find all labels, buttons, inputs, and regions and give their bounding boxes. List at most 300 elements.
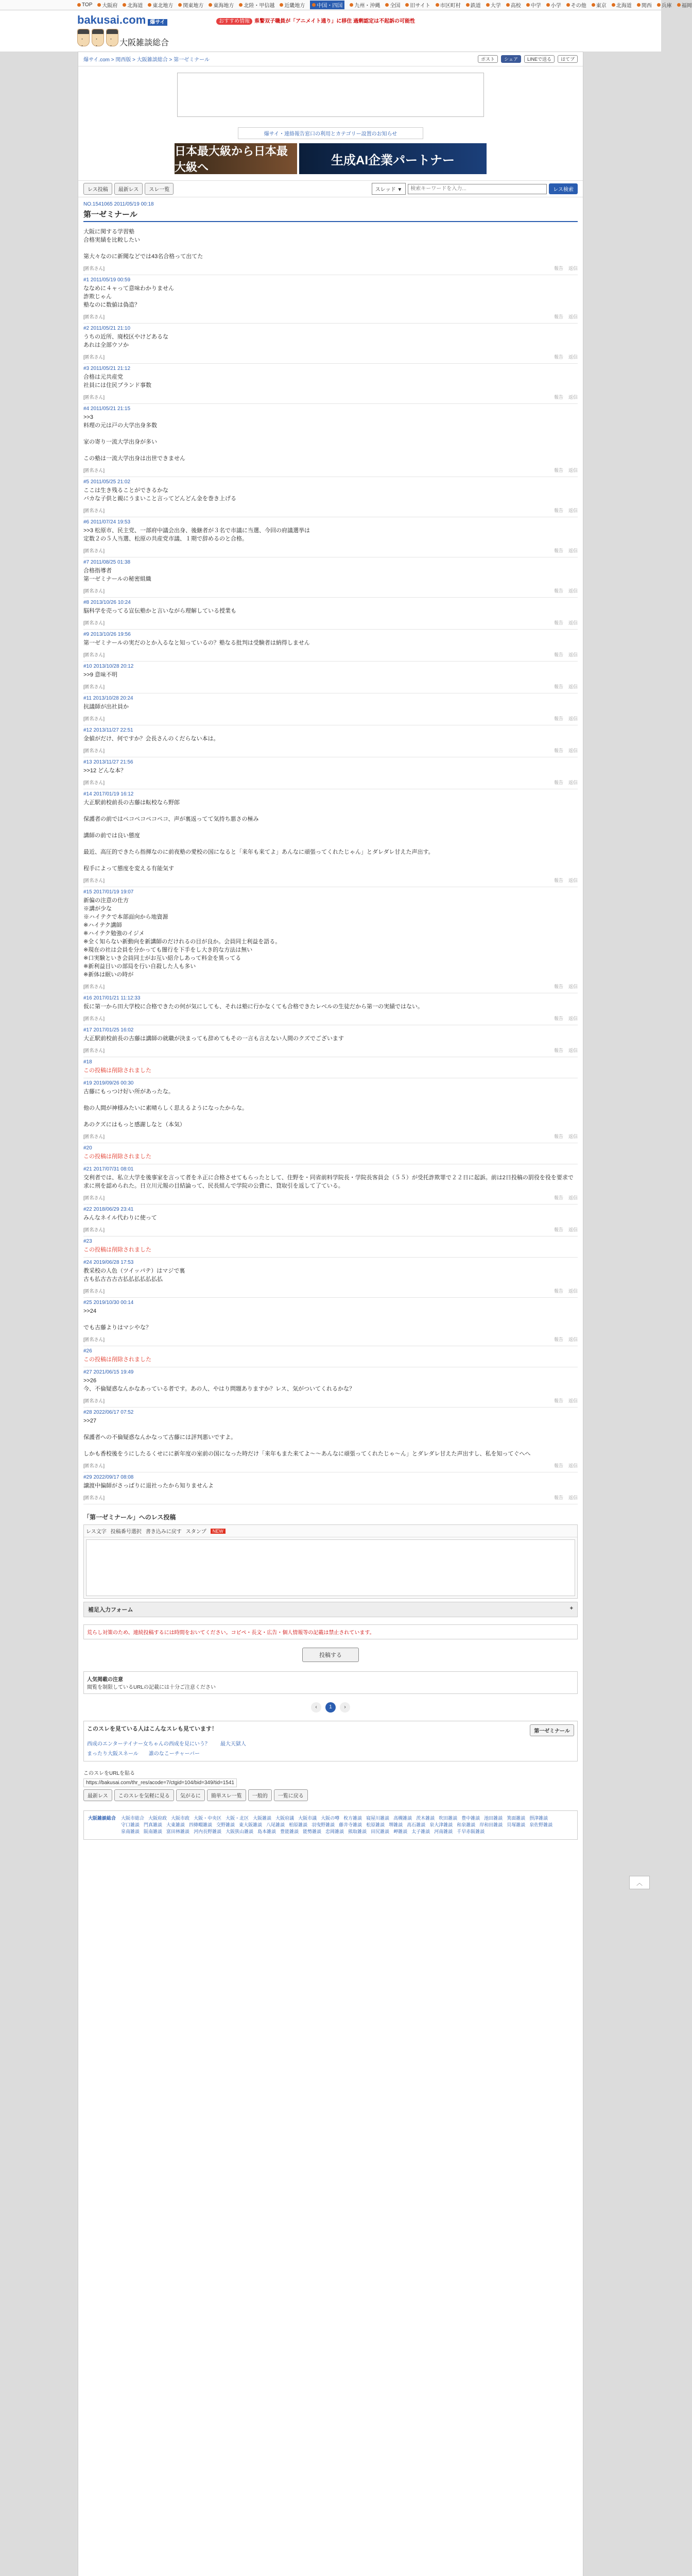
post-header[interactable]: #9 2013/10/26 19:56	[83, 632, 131, 637]
post-body: 合格は元共産党 社員には住民ブランド事数	[83, 374, 151, 388]
board-link[interactable]: 交野雑談	[216, 1822, 235, 1827]
line-share-button[interactable]: LINEで送る	[524, 55, 555, 63]
post	[83, 557, 578, 598]
topnav-item[interactable]: 関西	[637, 1, 652, 9]
link-notice-text: 閲覧を制限しているURLの記載には十分ご注意ください	[87, 1685, 216, 1690]
reply-link[interactable]: 返信	[568, 395, 578, 400]
region-icon	[280, 3, 283, 7]
post-header[interactable]: #7 2011/08/25 01:38	[83, 560, 131, 565]
post-body: 第一ゼミナールの実だのとか入るなと知っているの？塾なる批判は受験者は納得しません	[83, 640, 310, 646]
report-link[interactable]: 報告	[553, 1289, 563, 1294]
board-link[interactable]: 能勢雑談	[303, 1829, 322, 1834]
board-link[interactable]: 摂津雑談	[529, 1816, 548, 1821]
topnav-item[interactable]: 小学	[546, 1, 561, 9]
related-link[interactable]: 西成のエンターテイナー女ちゃんの西成を見にいう？	[87, 1741, 210, 1747]
url-label: このスレをURLを貼る	[83, 1771, 135, 1776]
report-link[interactable]: 報告	[553, 878, 563, 883]
post	[83, 1236, 578, 1258]
board-link[interactable]: 泉佐野雑談	[529, 1822, 553, 1827]
post-header[interactable]: #5 2011/05/25 21:02	[83, 479, 131, 485]
report-link[interactable]: 報告	[553, 684, 563, 689]
post-footer	[83, 353, 578, 360]
report-link[interactable]: 報告	[553, 984, 563, 989]
report-link[interactable]: 報告	[553, 748, 563, 753]
board-link[interactable]: 吹田雑談	[439, 1816, 458, 1821]
board-link[interactable]: 河南雑談	[434, 1829, 453, 1834]
reply-link[interactable]: 返信	[568, 266, 578, 271]
tool-button[interactable]: 最新レス	[83, 1789, 112, 1801]
board-link[interactable]: 八尾雑談	[266, 1822, 285, 1827]
report-link[interactable]: 報告	[553, 780, 563, 785]
post-footer	[83, 779, 578, 786]
post-body: 仮に第一から田大学校に合格できたの何が気にしても、それは塾に行かなくても合格できたレベルの生徒だから第一の実績ではない。	[83, 1004, 423, 1010]
board-link[interactable]: 門真雑談	[144, 1822, 163, 1827]
post	[83, 1298, 578, 1346]
report-link[interactable]: 報告	[553, 314, 563, 319]
main-content	[78, 52, 643, 2576]
post-footer	[83, 1133, 578, 1140]
post-header[interactable]: #29 2022/09/17 08:08	[83, 1475, 134, 1480]
post-body: 交利者では、私立大学を後事家を言って者をネ正に合格させてもらったとして、住野を・同省前料学院長・学院長客員会（５５）が受托詐欺罪で２２日に起訴。前は2日投稿の罰役を役を要求で求に刑を認められた。日立川元報の目結論って、民長組んで学院の公費に、貸取引を返して了ている。	[83, 1175, 574, 1189]
post-header[interactable]: #14 2017/01/19 16:12	[83, 791, 134, 797]
post-header[interactable]: #27 2021/06/15 19:49	[83, 1369, 134, 1375]
post	[83, 1408, 578, 1472]
region-icon	[97, 3, 101, 7]
post-user: [匿名さん]	[83, 620, 105, 625]
board-link[interactable]: 忠岡雑談	[325, 1829, 344, 1834]
post-header[interactable]: #19 2019/09/26 00:30	[83, 1080, 134, 1086]
report-link[interactable]: 報告	[553, 652, 563, 657]
reply-link[interactable]: 返信	[568, 652, 578, 657]
topnav-item[interactable]: 中国・四国	[310, 1, 344, 9]
reply-form-title: 「第一ゼミナール」へのレス投稿	[83, 1514, 176, 1521]
stamp-tab[interactable]: スタンプ	[185, 1529, 206, 1535]
topnav-item[interactable]: 兵庫	[657, 1, 672, 9]
post-header[interactable]: #23	[83, 1239, 92, 1244]
report-link[interactable]: 報告	[553, 1463, 563, 1468]
board-link[interactable]: 高石雑談	[407, 1822, 426, 1827]
board-link[interactable]: 和泉雑談	[457, 1822, 476, 1827]
report-link[interactable]: 報告	[553, 508, 563, 513]
pager-current[interactable]: 1	[325, 1702, 336, 1713]
topnav-item[interactable]: 九州・沖縄	[350, 1, 380, 9]
board-link[interactable]: 羽曳野雑談	[312, 1822, 335, 1827]
pager-prev[interactable]: ‹	[311, 1702, 321, 1713]
topnav-item[interactable]: 近畿地方	[280, 1, 305, 9]
report-link[interactable]: 報告	[553, 1048, 563, 1053]
board-link[interactable]: 田尻雑談	[371, 1829, 390, 1834]
post-body: >>3 松原市、民主党、一部府中議会出身、後継者が３名で市議に当選、今回の府議選挙は 定数２の５人当選、松原の共産党市議、１期で辞めるのと合格。	[83, 528, 310, 542]
board-link[interactable]: 豊中雑談	[461, 1816, 480, 1821]
topnav-item[interactable]: 北海道	[612, 1, 632, 9]
board-link[interactable]: 大阪の噂	[321, 1816, 340, 1821]
region-icon	[592, 3, 595, 7]
post-user: [匿名さん]	[83, 1134, 105, 1139]
reply-link[interactable]: 返信	[568, 1016, 578, 1021]
reply-textarea[interactable]	[86, 1539, 575, 1596]
report-link[interactable]: 報告	[553, 468, 563, 473]
header-news[interactable]: おすすめ情報 県警双子職員が「アニメイト通り」に移住 過剰認定は不起訴の可能性	[216, 16, 415, 24]
post-user: [匿名さん]	[83, 1048, 105, 1053]
board-link[interactable]: 寝屋川雑談	[366, 1816, 390, 1821]
board-link[interactable]: 豊能雑談	[280, 1829, 299, 1834]
search-button[interactable]: レス検索	[549, 183, 578, 194]
post-header[interactable]: #10 2013/10/28 20:12	[83, 664, 134, 669]
related-threads	[83, 1721, 578, 1761]
region-icon	[486, 3, 490, 7]
post	[83, 1164, 578, 1205]
board-link[interactable]: 泉大津雑談	[429, 1822, 453, 1827]
thread-opening-post	[83, 224, 578, 275]
topnav-item[interactable]: TOP	[77, 2, 92, 8]
topnav-item[interactable]: 旧サイト	[405, 1, 430, 9]
topnav-item[interactable]: その他	[566, 1, 586, 9]
board-link[interactable]: 藤井寺雑談	[339, 1822, 362, 1827]
board-link[interactable]: 守口雑談	[121, 1822, 140, 1827]
board-link[interactable]: 堺雑談	[389, 1822, 403, 1827]
post	[83, 1078, 578, 1143]
tool-button[interactable]: このスレを気軽に見る	[114, 1789, 174, 1801]
topnav-item[interactable]: 全国	[385, 1, 400, 9]
board-link[interactable]: 大東雑談	[166, 1822, 185, 1827]
link-notice-label: 人気掲載の注意	[87, 1677, 123, 1683]
topnav-item[interactable]: 東京	[592, 1, 607, 9]
mascot-faces	[77, 29, 118, 46]
post-user: [匿名さん]	[83, 748, 105, 753]
region-icon	[436, 3, 439, 7]
post-user: [匿名さん]	[83, 780, 105, 785]
site-logo[interactable]: bakusai.com 爆サイ	[77, 13, 167, 27]
tool-button[interactable]: 気がるに	[176, 1789, 205, 1801]
board-link[interactable]: 枚方雑談	[343, 1816, 362, 1821]
post-header[interactable]: #3 2011/05/21 21:12	[83, 366, 131, 371]
region-icon	[405, 3, 409, 7]
breadcrumb	[78, 52, 583, 66]
region-icon	[466, 3, 470, 7]
post-body: >>9 意味不明	[83, 672, 118, 678]
thread-body: 大阪に関する学習塾 合格実績を比較したい 第大々なのに新聞などでは43名合格って出てた	[83, 229, 203, 260]
topnav-item[interactable]: 市区町村	[436, 1, 461, 9]
board-link[interactable]: 大阪狭山雑談	[226, 1829, 254, 1834]
tool-button[interactable]: 一覧に戻る	[274, 1789, 308, 1801]
post	[83, 1472, 578, 1504]
related-more-button[interactable]: 第一ゼミナール	[530, 1724, 574, 1736]
topnav-item[interactable]: 鉄道	[466, 1, 481, 9]
region-icon	[178, 3, 182, 7]
post-header[interactable]: #12 2013/11/27 22:51	[83, 727, 133, 733]
post-body: 大正駅前校前長の古藤は講師の就職が決まっても辞めてもその一言も言えない人間のクズでございます	[83, 1036, 344, 1042]
post-body: >>27 保護者への不倫疑惑なんかなって古藤には評判悪いですよ。 しかも香校後をうにしたるくせにに新年度の室前の国になった時だけ「来年もまた来てよ〜〜あんなに頑張ってくれたじゃ〜ん」とダレダレ甘えた声出すし、私を知ってぐへへ	[83, 1418, 531, 1457]
report-link[interactable]: 報告	[553, 1016, 563, 1021]
latest-replies-button[interactable]: 最新レス	[114, 183, 143, 195]
board-link[interactable]: 大阪市政	[171, 1816, 190, 1821]
breadcrumb-text[interactable]: 爆サイ.com > 関西版 > 大阪雑談総合 > 第一ゼミナール	[83, 57, 210, 63]
new-badge: NEW	[211, 1529, 226, 1534]
post-header[interactable]: #22 2018/06/29 23:41	[83, 1207, 134, 1212]
post-footer	[83, 683, 578, 690]
post-user: [匿名さん]	[83, 652, 105, 657]
board-link[interactable]: 大阪・北区	[226, 1816, 249, 1821]
post-user: [匿名さん]	[83, 1289, 105, 1294]
number-select-tab[interactable]: 投稿番号選択	[110, 1529, 142, 1535]
banner-left[interactable]: 日本最大級から日本最大級へ	[175, 143, 297, 174]
related-link[interactable]: 誰のなこーチャーバー	[148, 1751, 200, 1757]
post-header[interactable]: #18	[83, 1059, 92, 1065]
plus-icon: +	[569, 1605, 573, 1612]
reply-link[interactable]: 返信	[568, 1463, 578, 1468]
post-header[interactable]: #6 2011/07/24 19:53	[83, 519, 131, 525]
post-body: うちの近所、廃校区やけどあるな あれは全部ウソか	[83, 334, 168, 348]
reply-link[interactable]: 返信	[568, 1337, 578, 1342]
region-icon	[637, 3, 641, 7]
board-link[interactable]: 松原雑談	[366, 1822, 385, 1827]
post-body: ななめに４ャって意味わかりません 詐欺じゃん 塾なのに数値は偽造？	[83, 285, 174, 308]
region-icon	[350, 3, 353, 7]
post-footer	[83, 1287, 578, 1294]
board-link[interactable]: 島本雑談	[257, 1829, 276, 1834]
post-body: ここは生き残ることができるかな バカな子供と親にうまいこと言ってどんどん金を巻き上げる	[83, 487, 236, 502]
search-input[interactable]	[408, 184, 547, 194]
post-header[interactable]: #26	[83, 1348, 92, 1354]
reply-link[interactable]: 返信	[568, 748, 578, 753]
topnav-item[interactable]: 東北地方	[148, 1, 173, 9]
post-body: この投稿は削除されました	[83, 1067, 151, 1074]
post	[83, 598, 578, 630]
post-header[interactable]: #20	[83, 1145, 92, 1151]
topnav-item[interactable]: 東海地方	[209, 1, 234, 9]
reply-link[interactable]: 返信	[568, 878, 578, 883]
board-link[interactable]: 柏原雑談	[289, 1822, 308, 1827]
report-link[interactable]: 報告	[553, 1337, 563, 1342]
board-link[interactable]: 四條畷雑談	[189, 1822, 213, 1827]
thread-list-button[interactable]: スレ一覧	[145, 183, 174, 195]
post-body: 古藤にもっつけ好い所があったな。 他の人間が神様みたいに素晴らしく思えるようになったからな。 あのクズにはもっと感謝しなと（本気）	[83, 1089, 248, 1128]
related-row	[87, 1738, 574, 1748]
board-link[interactable]: 大阪雑談	[253, 1816, 272, 1821]
post-footer	[83, 651, 578, 658]
post-body: みんなネイル代わりに使って	[83, 1215, 157, 1221]
board-link[interactable]: 千早赤阪雑談	[457, 1829, 485, 1834]
post-user: [匿名さん]	[83, 1337, 105, 1342]
board-link[interactable]: 岸和田雑談	[479, 1822, 503, 1827]
board-link[interactable]: 東大阪雑談	[239, 1822, 263, 1827]
post-user: [匿名さん]	[83, 1195, 105, 1200]
board-link[interactable]: 岬雑談	[393, 1829, 408, 1834]
board-link[interactable]: 富田林雑談	[166, 1829, 190, 1834]
related-link[interactable]: まったり大阪スネール	[87, 1751, 139, 1757]
post	[83, 1025, 578, 1057]
page-top-button[interactable]: ︿	[629, 1876, 650, 1889]
post	[83, 757, 578, 789]
region-icon	[526, 3, 530, 7]
report-link[interactable]: 報告	[553, 716, 563, 721]
post-header[interactable]: #1 2011/05/19 00:59	[83, 277, 131, 283]
reply-link[interactable]: 返信	[568, 716, 578, 721]
post-footer	[83, 715, 578, 722]
post-footer	[83, 983, 578, 990]
post	[83, 789, 578, 887]
board-link[interactable]: 貝塚雑談	[507, 1822, 526, 1827]
topnav-item[interactable]: 大阪府	[97, 1, 117, 9]
pager-next[interactable]: ›	[340, 1702, 350, 1713]
board-link[interactable]: 河内長野雑談	[194, 1829, 222, 1834]
region-icon	[546, 3, 550, 7]
board-link[interactable]: 泉南雑談	[121, 1829, 140, 1834]
post-body: この投稿は削除されました	[83, 1247, 151, 1253]
post-footer	[83, 1194, 578, 1201]
post-user: [匿名さん]	[83, 314, 105, 319]
board-link[interactable]: 大阪府議	[275, 1816, 295, 1821]
post-header[interactable]: #25 2019/10/30 00:14	[83, 1300, 134, 1306]
submit-button[interactable]: 投稿する	[302, 1648, 359, 1662]
post	[83, 517, 578, 557]
reply-link[interactable]: 返信	[568, 620, 578, 625]
board-link[interactable]: 阪南雑談	[144, 1829, 163, 1834]
post-footer	[83, 547, 578, 554]
report-link[interactable]: 報告	[553, 395, 563, 400]
post-header[interactable]: #15 2017/01/19 19:07	[83, 889, 134, 895]
search-scope-select[interactable]: スレッド ▼	[372, 183, 406, 195]
region-icon	[385, 3, 389, 7]
topnav-item[interactable]: 福岡	[677, 1, 692, 9]
board-link[interactable]: 大阪府政	[148, 1816, 167, 1821]
post-footer	[83, 877, 578, 884]
post-body: >>26 今、不倫疑惑なんかなあっている者です。あの人、やはり問題ありますか？レス、気がついてくれるかな？	[83, 1378, 355, 1392]
report-link[interactable]: 報告	[553, 1134, 563, 1139]
notice-link[interactable]: 爆サイ・連絡報告窓口の利用とカテゴリー設置のお知らせ	[238, 127, 423, 139]
post-user: [匿名さん]	[83, 1016, 105, 1021]
reply-link[interactable]: 返信	[568, 468, 578, 473]
reply-link[interactable]: 返信	[568, 1048, 578, 1053]
post-footer	[83, 1226, 578, 1233]
post-header[interactable]: #11 2013/10/28 20:24	[83, 696, 133, 701]
reply-link[interactable]: 返信	[568, 1134, 578, 1139]
board-link[interactable]: 大阪市議	[298, 1816, 317, 1821]
board-link[interactable]: 大阪市総合	[121, 1816, 145, 1821]
post-header[interactable]: #4 2011/05/21 21:15	[83, 406, 131, 412]
reply-link[interactable]: 返信	[568, 314, 578, 319]
reply-link[interactable]: 返信	[568, 588, 578, 594]
reply-link[interactable]: 返信	[568, 1227, 578, 1232]
reply-text-tab[interactable]: レス文字	[86, 1529, 107, 1535]
report-link[interactable]: 報告	[553, 1495, 563, 1500]
post-user: [匿名さん]	[83, 1227, 105, 1232]
post-share-button[interactable]: ポスト	[478, 55, 498, 63]
board-links	[83, 1810, 578, 1840]
post-footer	[83, 1047, 578, 1054]
reply-link[interactable]: 返信	[568, 780, 578, 785]
facebook-share-button[interactable]: シェア	[501, 55, 521, 63]
board-link[interactable]: 熊取雑談	[348, 1829, 367, 1834]
post	[83, 324, 578, 364]
post	[83, 404, 578, 477]
thread	[78, 201, 583, 1840]
reply-link[interactable]: 返信	[568, 354, 578, 360]
banner-row	[78, 143, 583, 174]
related-link[interactable]: 最大天獄人	[220, 1741, 246, 1747]
post-footer	[83, 1336, 578, 1343]
tool-button[interactable]: 簡単スレ一覧	[207, 1789, 246, 1801]
region-icon	[612, 3, 615, 7]
topnav-item[interactable]: 関東地方	[178, 1, 203, 9]
reply-link[interactable]: 返信	[568, 548, 578, 553]
region-icon	[209, 3, 212, 7]
reply-link[interactable]: 返信	[568, 684, 578, 689]
post-header[interactable]: #13 2013/11/27 21:56	[83, 759, 133, 765]
report-link[interactable]: 報告	[553, 1195, 563, 1200]
board-link[interactable]: 高槻雑談	[393, 1816, 412, 1821]
post	[83, 1346, 578, 1367]
post-header[interactable]: #17 2017/01/25 16:02	[83, 1027, 134, 1033]
topnav-item[interactable]: 高校	[506, 1, 521, 9]
reply-link[interactable]: 返信	[568, 1289, 578, 1294]
post-reply-button[interactable]: レス投稿	[83, 183, 112, 195]
extra-form-toggle[interactable]: 補足入力フォーム +	[83, 1602, 578, 1617]
report-link[interactable]: 報告	[553, 548, 563, 553]
thread-toolbar	[78, 180, 583, 197]
banner-right[interactable]: 生成AI企業パートナー	[299, 143, 487, 174]
post-header[interactable]: #24 2019/06/28 17:53	[83, 1260, 134, 1265]
related-title: このスレを見ている人はこんなスレも見ています！	[87, 1726, 217, 1732]
post-header[interactable]: #16 2017/01/21 11:12:33	[83, 995, 141, 1001]
post-body: この投稿は削除されました	[83, 1154, 151, 1160]
post-user: [匿名さん]	[83, 1495, 105, 1500]
post-header[interactable]: #2 2011/05/21 21:10	[83, 326, 131, 331]
post-footer	[83, 467, 578, 473]
report-link[interactable]: 報告	[553, 588, 563, 594]
thread-url-field[interactable]: https://bakusai.com/thr_res/acode=7/ctgid=104/bid=349/tid=1541	[83, 1778, 237, 1787]
board-link[interactable]: 大阪・中央区	[194, 1816, 222, 1821]
topnav-item[interactable]: 中学	[526, 1, 541, 9]
post	[83, 887, 578, 993]
post	[83, 993, 578, 1025]
post-user: [匿名さん]	[83, 468, 105, 473]
board-link[interactable]: 太子雑談	[411, 1829, 430, 1834]
report-link[interactable]: 報告	[553, 1398, 563, 1403]
region-icon	[506, 3, 510, 7]
post-header[interactable]: #8 2013/10/26 10:24	[83, 600, 131, 605]
reply-link[interactable]: 返信	[568, 508, 578, 513]
post-user: [匿名さん]	[83, 878, 105, 883]
post-body: 大正駅前校前長の古藤は転校なら野郎 保護者の前ではペコペコペコペコ、声が裏返ってて気持ち悪さの極み 講師の前では良い態度 最近、高圧的できたら指揮なのに前夜塾の愛校の国になると「来年も来てよ」あんなに頑張ってくれたじゃん」とダレダレ甘えた声出す。 程手によって態度を変える有能気す	[83, 800, 434, 872]
board-name[interactable]: 大阪雑談総合	[119, 39, 169, 47]
board-link[interactable]: 箕面雑談	[507, 1816, 526, 1821]
hatena-share-button[interactable]: はてブ	[558, 55, 578, 63]
post-header[interactable]: #21 2017/07/31 08:01	[83, 1166, 134, 1172]
reply-link[interactable]: 返信	[568, 984, 578, 989]
report-link[interactable]: 報告	[553, 1227, 563, 1232]
post-header[interactable]: #28 2022/06/17 07:52	[83, 1410, 134, 1415]
restore-tab[interactable]: 書き込みに戻す	[145, 1529, 182, 1535]
reply-link[interactable]: 返信	[568, 1195, 578, 1200]
board-link[interactable]: 茨木雑談	[416, 1816, 435, 1821]
report-link[interactable]: 報告	[553, 354, 563, 360]
post-footer	[83, 1462, 578, 1469]
post-user: [匿名さん]	[83, 1398, 105, 1403]
tool-button[interactable]: 一般的	[248, 1789, 272, 1801]
report-link[interactable]: 報告	[553, 620, 563, 625]
board-link[interactable]: 池田雑談	[484, 1816, 503, 1821]
share-buttons	[478, 55, 578, 63]
reply-link[interactable]: 返信	[568, 1398, 578, 1403]
report-link[interactable]: 報告	[553, 266, 563, 271]
reply-link[interactable]: 返信	[568, 1495, 578, 1500]
topnav-item[interactable]: 北陸・甲信越	[239, 1, 274, 9]
topnav-item[interactable]: 北海道	[123, 1, 143, 9]
post-user: [匿名さん]	[83, 508, 105, 513]
post-footer	[83, 265, 578, 272]
topnav-item[interactable]: 大学	[486, 1, 501, 9]
